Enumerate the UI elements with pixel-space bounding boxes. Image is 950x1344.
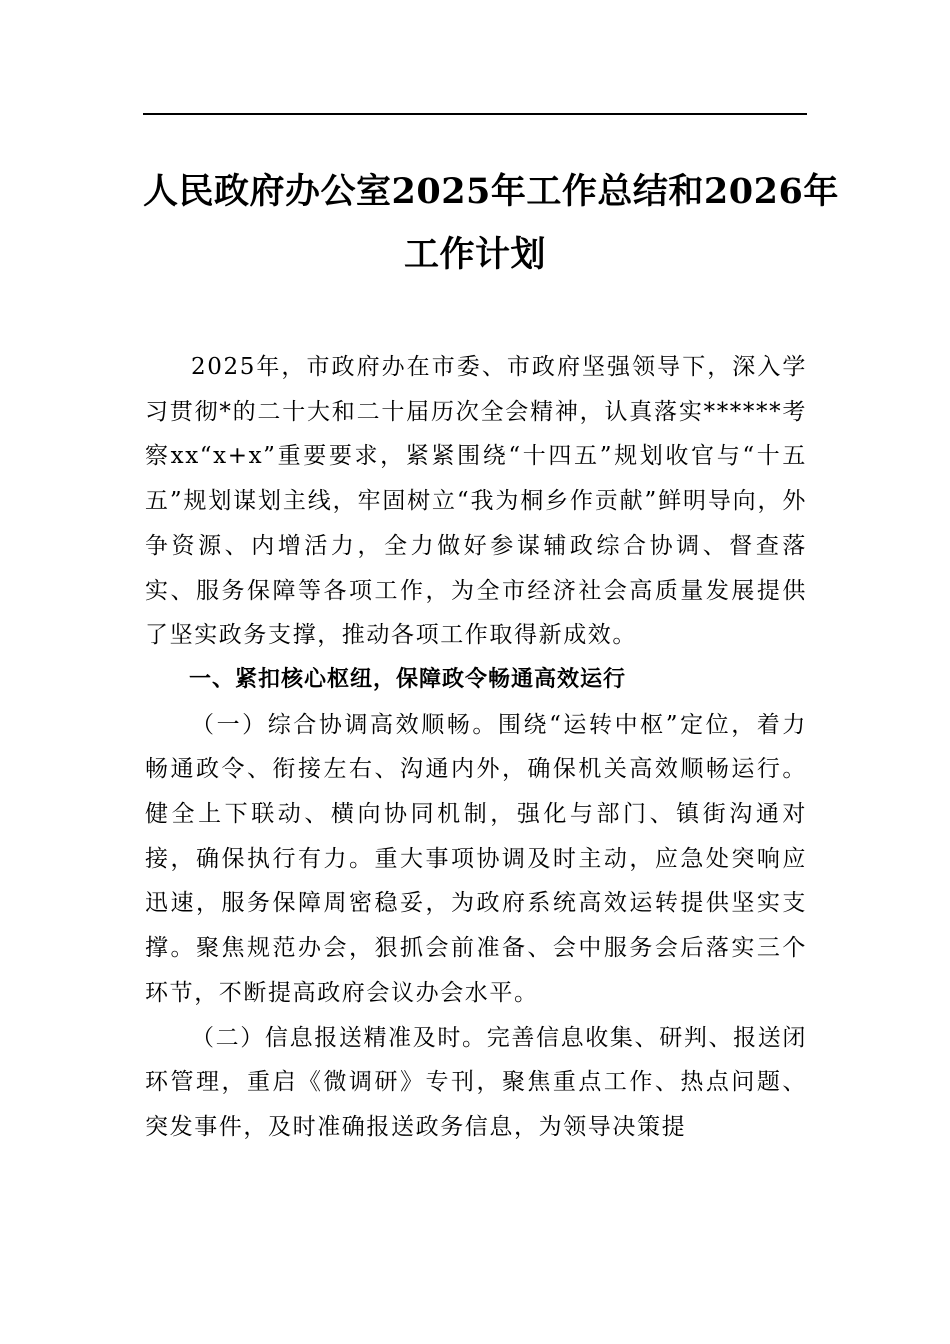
section-1-item-1: （一）综合协调高效顺畅。围绕“运转中枢”定位，着力畅通政令、衔接左右、沟通内外，确保机关高效顺畅运行。健全上下联动、横向协同机制，强化与部门、镇街沟通对接，确保执行有力。重大事项协调及时主动，应急处突响应迅速，服务保障周密稳妥，为政府系统高效运转提供坚实支撑。聚焦规范办会，狠抓会前准备、会中服务会后落实三个环节，不断提高政府会议办会水平。 [145, 711, 807, 1006]
intro-paragraph: 2025年，市政府办在市委、市政府坚强领导下，深入学习贯彻*的二十大和二十届历次全会精神，认真落实******考察xx“x+x”重要要求，紧紧围绕“十四五”规划收官与“十五五”规划谋划主线，牢固树立“我为桐乡作贡献”鲜明导向，外争资源、内增活力，全力做好参谋辅政综合协调、督查落实、服务保障等各项工作，为全市经济社会高质量发展提供了坚实政务支撑，推动各项工作取得新成效。 [145, 354, 807, 649]
section-1-item-2: （二）信息报送精准及时。完善信息收集、研判、报送闭环管理，重启《微调研》专刊，聚焦重点工作、热点问题、突发事件，及时准确报送政务信息，为领导决策提 [145, 1024, 807, 1140]
document-title [143, 160, 839, 286]
section-heading-1: 一、紧扣核心枢纽，保障政令畅通高效运行 [189, 666, 627, 692]
header-rule [143, 113, 807, 115]
title-line-2: 工作计划 [403, 234, 546, 275]
document-body [145, 345, 807, 1150]
title-line-1: 人民政府办公室2025年工作总结和2026年 [143, 171, 839, 212]
